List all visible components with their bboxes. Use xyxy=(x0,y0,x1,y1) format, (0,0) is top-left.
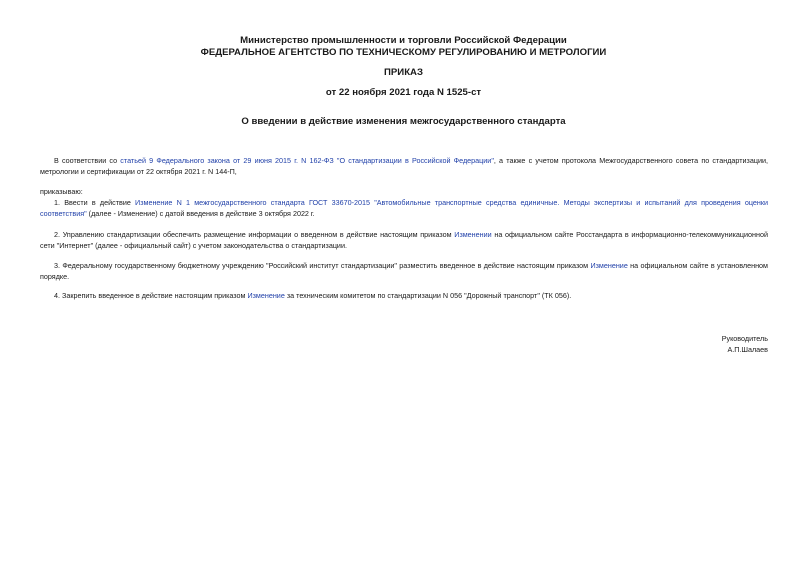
item-1-text-start: 1. Ввести в действие xyxy=(54,198,136,207)
item-2-text-end: на официальном сайте Росстандарта в информационно-телекоммуникационной сети "Интернет" (далее - официальный сайт) с учетом законодательства о стандартизации. xyxy=(40,230,769,250)
item-2-text-start: 2. Управлению стандартизации обеспечить размещение информации о введенном в действие настоящим приказом xyxy=(54,230,455,239)
agency-heading: ФЕДЕРАЛЬНОЕ АГЕНТСТВО ПО ТЕХНИЧЕСКОМУ РЕГУЛИРОВАНИЮ И МЕТРОЛОГИИ xyxy=(200,47,607,58)
federal-law-link[interactable]: статьей 9 Федерального закона от 29 июня 2015 г. N 162-ФЗ "О стандартизации в Российской Федерации" xyxy=(120,156,494,165)
standard-amendment-link[interactable]: Изменение N 1 межгосударственного стандарта ГОСТ 33670-2015 "Автомобильные транспортные средства единичные. Методы экспертизы и испытаний для проведения оценки соответствия" xyxy=(40,198,768,218)
date-number: от 22 ноября 2021 года N 1525-ст xyxy=(325,87,482,98)
preamble-text-end: , а также с учетом протокола Межгосударственного совета по стандартизации, метрологии и сертификации от 22 октября 2021 г. N 144-П, xyxy=(40,156,768,176)
item-2-amendment-link[interactable]: Изменении xyxy=(454,230,492,239)
item-1-text-end: (далее - Изменение) с датой введения в действие 3 октября 2022 г. xyxy=(86,209,315,218)
document-type: ПРИКАЗ xyxy=(384,67,423,78)
item-3-text-end: на официальном сайте в установленном порядке. xyxy=(40,261,768,281)
document-title: О введении в действие изменения межгосударственного стандарта xyxy=(241,116,566,127)
item-4-paragraph xyxy=(40,290,768,301)
preamble-paragraph xyxy=(40,155,768,177)
signature-name: А.П.Шалаев xyxy=(727,345,768,354)
item-3-amendment-link[interactable]: Изменение xyxy=(590,261,628,270)
preamble-text-start: В соответствии со xyxy=(54,156,121,165)
ministry-heading: Министерство промышленности и торговли Российской Федерации xyxy=(240,35,567,46)
item-3-text-start: 3. Федеральному государственному бюджетному учреждению "Российский институт стандартизации" разместить введенное в действие настоящим приказом xyxy=(54,261,591,270)
item-4-text-start: 4. Закрепить введенное в действие настоящим приказом xyxy=(54,291,248,300)
item-2-paragraph xyxy=(40,229,768,251)
item-3-paragraph xyxy=(40,260,768,282)
signature-position: Руководитель xyxy=(721,334,768,343)
item-1-paragraph xyxy=(40,197,768,219)
item-4-amendment-link[interactable]: Изменение xyxy=(247,291,285,300)
item-4-text-end: за техническим комитетом по стандартизации N 056 "Дорожный транспорт" (ТК 056). xyxy=(284,291,572,300)
order-word: приказываю: xyxy=(40,187,83,196)
